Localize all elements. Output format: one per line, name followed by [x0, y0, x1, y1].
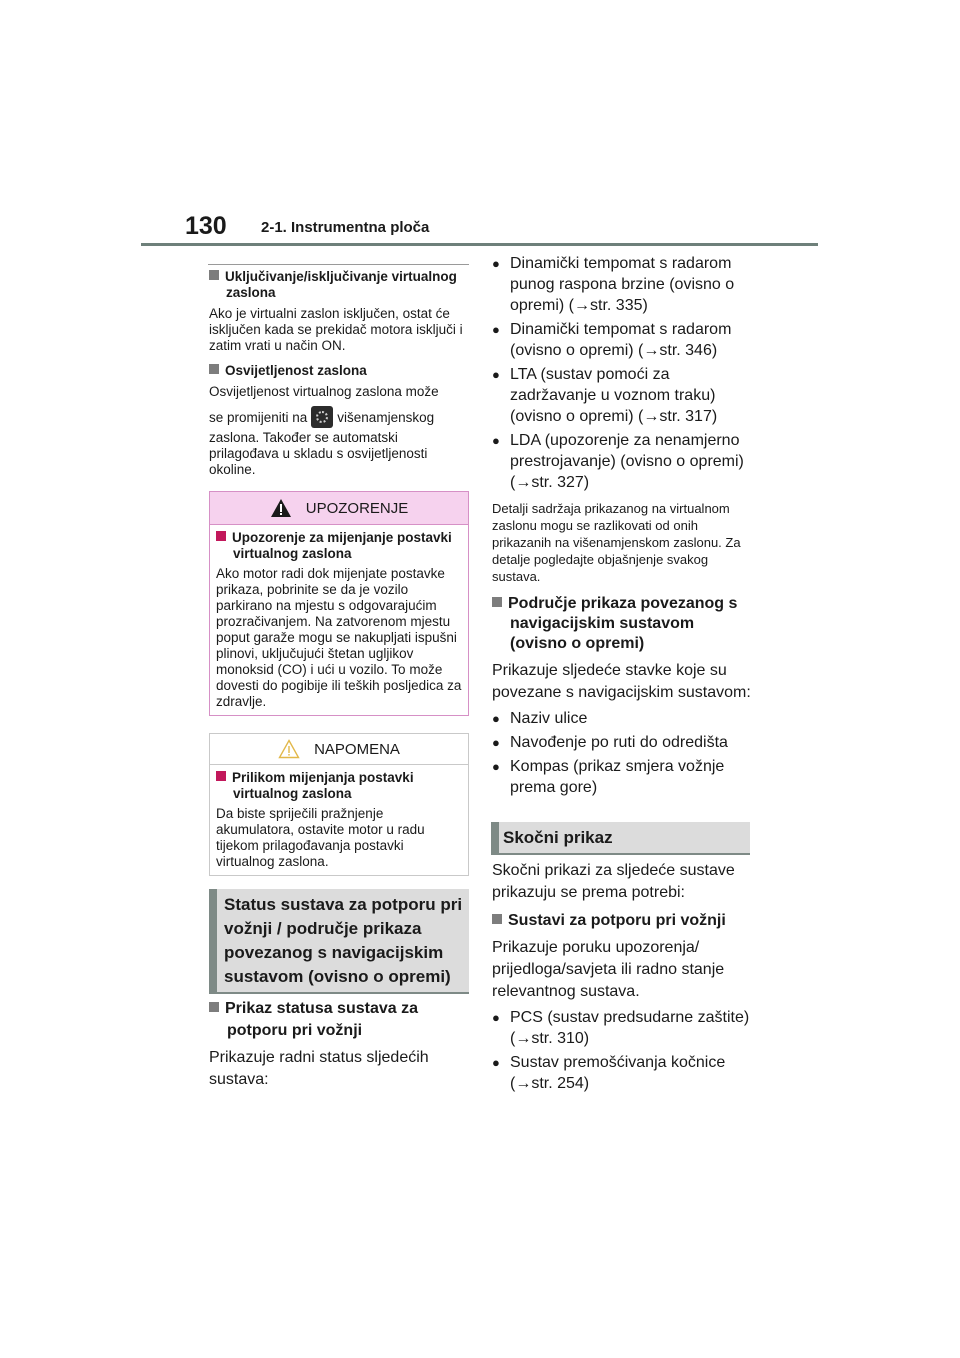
page-number: 130 [185, 212, 227, 240]
notice-text: Da biste spriječili pražnjenje akumulatora, ostavite motor u radu tijekom prilagođavanja postavki virtualnog zaslona. [216, 806, 425, 869]
status-heading: Prikaz statusa sustava za potporu pri vožnji [209, 998, 471, 1042]
bullet-item: ● LDA (upozorenje za nenamjerno prestrojavanje) (ovisno o opremi) (→str. 327) [492, 430, 752, 493]
square-bullet-icon [209, 1002, 219, 1012]
square-bullet-icon [492, 597, 502, 607]
warning-box [209, 491, 469, 716]
toggle-text: Ako je virtualni zaslon isključen, ostat će isključen kada se prekidač motora isključi i zatim vrati u način ON. [209, 306, 463, 353]
notice-heading: Prilikom mijenjanja postavki virtualnog zaslona [216, 770, 463, 802]
bullet-item: ● Dinamički tempomat s radarom punog raspona brzine (ovisno o opremi) (→str. 335) [492, 253, 752, 316]
right-column-bottom [492, 860, 752, 1097]
caution-triangle-icon [278, 739, 300, 759]
brightness-line-1: Osvijetljenost virtualnog zaslona može [209, 384, 439, 399]
section-title: 2-1. Instrumentna ploča [261, 219, 430, 236]
bullet-item: ● LTA (sustav pomoći za zadržavanje u voznom traku) (ovisno o opremi) (→str. 317) [492, 364, 752, 427]
left-column-top [209, 269, 467, 478]
status-section-title: Status sustava za potporu pri vožnji / područje prikaza povezanog s navigacijskim sustavom (ovisno o opremi) [224, 895, 463, 986]
square-bullet-icon [209, 270, 219, 280]
warning-heading: Upozorenje za mijenjanje postavki virtualnog zaslona [216, 530, 463, 562]
brightness-text-rest: zaslona. Također se automatski prilagođava u skladu s osvijetljenosti okoline. [209, 430, 428, 477]
brightness-line-2: se promijeniti na višenamjenskog [209, 406, 467, 430]
right-column-top [492, 253, 752, 801]
nav-bullet-item: ● Navođenje po ruti do odredišta [492, 732, 752, 753]
left-column-bottom [209, 998, 471, 1091]
heading-accent-bar [491, 822, 499, 855]
settings-gear-icon [311, 406, 333, 428]
nav-bullet-item: ● Kompas (prikaz smjera vožnje prema gore) [492, 756, 752, 798]
toggle-heading: Uključivanje/isključivanje virtualnog zaslona [209, 269, 467, 301]
square-bullet-icon [209, 364, 219, 374]
nav-bullet-item: ● Naziv ulice [492, 708, 752, 729]
notice-header [210, 734, 468, 765]
nav-text: Prikazuje sljedeće stavke koje su povezane s navigacijskim sustavom: [492, 662, 751, 701]
square-bullet-icon [216, 771, 226, 781]
warning-title: UPOZORENJE [305, 499, 409, 517]
warning-header [210, 492, 468, 525]
nav-heading: Područje prikaza povezanog s navigacijskim sustavom (ovisno o opremi) [492, 594, 752, 654]
popup-text: Skočni prikazi za sljedeće sustave prikazuju se prema potrebi: [492, 862, 735, 901]
left-top-rule [208, 264, 469, 265]
support-bullet-item: ● PCS (sustav predsudarne zaštite) (→str. 310) [492, 1007, 752, 1049]
heading-accent-bar [209, 889, 217, 994]
popup-section-heading [491, 822, 750, 855]
support-bullet-item: ● Sustav premošćivanja kočnice (→str. 254) [492, 1052, 752, 1094]
header-rule [141, 243, 818, 246]
warning-triangle-icon [270, 498, 292, 518]
details-note: Detalji sadržaja prikazanog na virtualnom zaslonu mogu se razlikovati od onih prikazanih na višenamjenskom zaslonu. Za detalje pogledajte objašnjenje svakog sustava. [492, 501, 741, 584]
support-heading: Sustavi za potporu pri vožnji [492, 910, 752, 932]
bullet-item: ● Dinamički tempomat s radarom (ovisno o opremi) (→str. 346) [492, 319, 752, 361]
brightness-heading: Osvijetljenost zaslona [209, 363, 467, 379]
notice-title: NAPOMENA [314, 740, 400, 758]
notice-box [209, 733, 469, 876]
support-text: Prikazuje poruku upozorenja/ prijedloga/savjeta ili radno stanje relevantnog sustava. [492, 939, 725, 1000]
status-section-heading [209, 889, 469, 994]
status-text: Prikazuje radni status sljedećih sustava: [209, 1049, 429, 1088]
square-bullet-icon [216, 531, 226, 541]
warning-text: Ako motor radi dok mijenjate postavke prikaza, pobrinite se da je vozilo parkirano na mjestu s odgovarajućim prozračivanjem. Na zatvorenom mjestu poput garaže mogu se nakupljati ispušni plinovi, uključujući štetan ugljikov monoksid (CO) i ući u vozilo. To može dovesti do pogibije ili teških posljedica za zdravlje. [216, 566, 462, 709]
square-bullet-icon [492, 914, 502, 924]
popup-section-title: Skočni prikaz [503, 828, 613, 847]
